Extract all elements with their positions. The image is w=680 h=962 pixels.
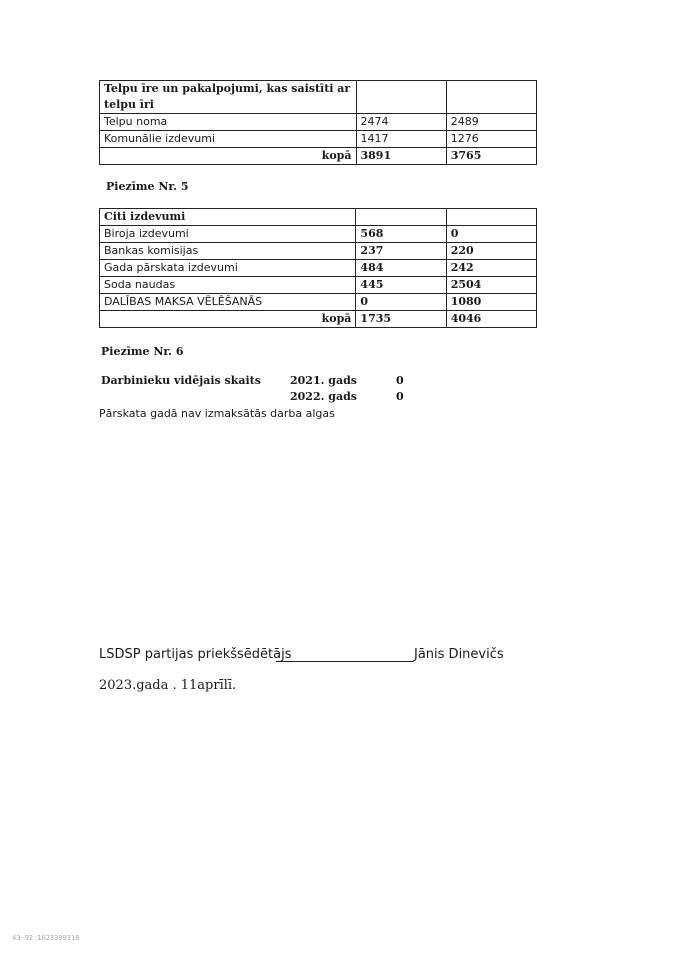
row-label: Soda naudas xyxy=(100,277,356,294)
note-6-heading: Piezīme Nr. 6 xyxy=(101,345,184,358)
table-total-row xyxy=(100,148,537,165)
signature-date: 2023.gada . 11aprīlī. xyxy=(99,678,237,693)
year-2-label: 2022. gads xyxy=(290,390,357,403)
table-row xyxy=(100,226,537,243)
row-value-2: 2489 xyxy=(446,114,536,131)
row-value-1: 0 xyxy=(356,294,446,311)
row-value-2: 1276 xyxy=(446,131,536,148)
total-value-2: 4046 xyxy=(446,311,536,328)
table-header-cell: Citi izdevumi xyxy=(100,209,356,226)
table-cell xyxy=(446,209,536,226)
table-header-row xyxy=(100,81,537,114)
table-header-cell: Telpu īre un pakalpojumi, kas saistīti ar telpu īri xyxy=(100,81,357,114)
row-value-2: 1080 xyxy=(446,294,536,311)
signatory-name: Jānis Dinevičs xyxy=(414,647,504,662)
row-value-2: 242 xyxy=(446,260,536,277)
rent-table xyxy=(99,80,537,165)
row-label: Telpu noma xyxy=(100,114,357,131)
salary-remark: Pārskata gadā nav izmaksātās darba algas xyxy=(99,407,335,420)
row-label: Komunālie izdevumi xyxy=(100,131,357,148)
table-row xyxy=(100,277,537,294)
year-1-label: 2021. gads xyxy=(290,374,357,387)
row-label: Gada pārskata izdevumi xyxy=(100,260,356,277)
row-value-1: 568 xyxy=(356,226,446,243)
row-value-1: 237 xyxy=(356,243,446,260)
table-row xyxy=(100,114,537,131)
table-row xyxy=(100,294,537,311)
row-value-1: 484 xyxy=(356,260,446,277)
table-cell xyxy=(446,81,536,114)
row-label: DALĪBAS MAKSA VĒLĒŠANĀS xyxy=(100,294,356,311)
row-value-2: 220 xyxy=(446,243,536,260)
table-row xyxy=(100,243,537,260)
footer-code: 43-92-1023399318 xyxy=(12,934,80,942)
row-label: Biroja izdevumi xyxy=(100,226,356,243)
signatory-role: LSDSP partijas priekšsēdētājs xyxy=(99,647,292,662)
note-5-heading: Piezīme Nr. 5 xyxy=(106,180,189,193)
other-expenses-table xyxy=(99,208,537,328)
total-label: kopā xyxy=(100,311,356,328)
table-row xyxy=(100,131,537,148)
table-total-row xyxy=(100,311,537,328)
total-value-1: 1735 xyxy=(356,311,446,328)
total-label: kopā xyxy=(100,148,357,165)
employees-label: Darbinieku vidējais skaits xyxy=(101,374,261,387)
table-row xyxy=(100,260,537,277)
table-cell xyxy=(356,209,446,226)
total-value-2: 3765 xyxy=(446,148,536,165)
year-1-count: 0 xyxy=(396,374,404,387)
total-value-1: 3891 xyxy=(356,148,446,165)
row-label: Bankas komisijas xyxy=(100,243,356,260)
year-2-count: 0 xyxy=(396,390,404,403)
row-value-1: 2474 xyxy=(356,114,446,131)
row-value-2: 2504 xyxy=(446,277,536,294)
table-cell xyxy=(356,81,446,114)
table-header-row xyxy=(100,209,537,226)
row-value-1: 445 xyxy=(356,277,446,294)
signature-line xyxy=(276,661,414,662)
row-value-2: 0 xyxy=(446,226,536,243)
row-value-1: 1417 xyxy=(356,131,446,148)
